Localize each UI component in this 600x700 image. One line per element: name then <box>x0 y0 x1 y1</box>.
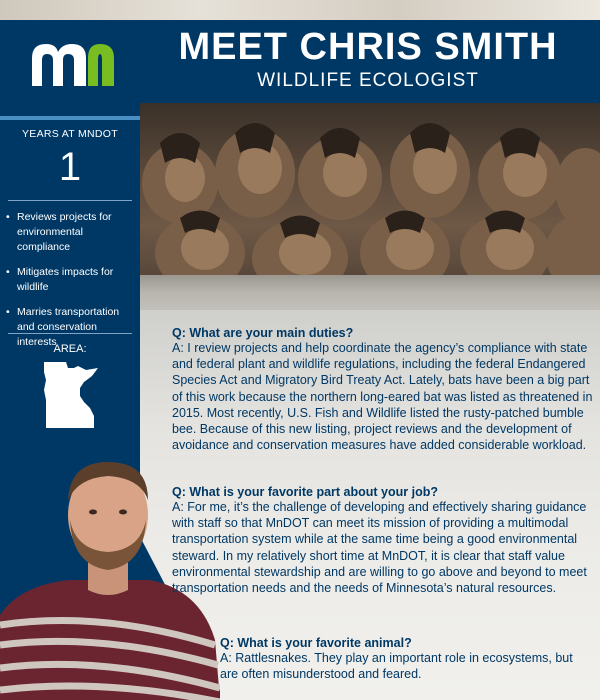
question-text: Q: What is your favorite animal? <box>220 636 412 650</box>
page-header <box>0 20 600 103</box>
top-background-strip <box>0 0 600 20</box>
duties-list <box>6 210 136 360</box>
qa-block-favorite-animal <box>220 636 594 682</box>
question-text: Q: What is your favorite part about your job? <box>172 485 438 499</box>
qa-block-duties <box>172 326 594 453</box>
area-label: AREA: <box>53 343 87 355</box>
list-item: • Mitigates impacts for wildlife <box>6 265 136 295</box>
sidebar-divider <box>8 200 132 201</box>
page-subtitle: WILDLIFE ECOLOGIST <box>257 70 479 91</box>
list-item: • Marries transportation and conservation interests <box>6 305 136 350</box>
answer-text: A: For me, it’s the challenge of developing and effectively sharing guidance with staff so that MnDOT can meet its mission of providing a multimodal transportation system while at the same time being a good environmental steward. In my relatively short time at MnDOT, it is clear that staff value environmental stewardship and are willing to go above and beyond to meet transportation needs and the needs of Minnesota’s natural resources. <box>172 500 587 596</box>
answer-text: A: I review projects and help coordinate the agency’s compliance with state and federal plant and wildlife regulations, including the federal Endangered Species Act and Migratory Bird Treaty Act. Lately, bats have been a big part of this work because the northern long-eared bat was listed as threatened in 2015. Most recently, U.S. Fish and Wildlife listed the rusty-patched bumble bee. Because of this new listing, project reviews and the development of avoidance and conservation measures have added considerable workload. <box>172 341 593 453</box>
years-at-mndot-label: YEARS AT MNDOT <box>22 128 118 140</box>
list-item: • Reviews projects for environmental compliance <box>6 210 136 255</box>
answer-text: A: Rattlesnakes. They play an important role in ecosystems, but are often misunderstood and feared. <box>220 651 573 682</box>
question-text: Q: What are your main duties? <box>172 326 354 340</box>
mn-logo-icon <box>30 40 115 88</box>
sidebar-accent-bar <box>0 116 140 120</box>
sidebar-divider <box>8 333 132 334</box>
qa-block-favorite-part <box>172 485 594 596</box>
minnesota-map-icon <box>40 360 100 430</box>
page-title: MEET CHRIS SMITH <box>178 26 558 68</box>
years-at-mndot-value: 1 <box>58 145 82 189</box>
